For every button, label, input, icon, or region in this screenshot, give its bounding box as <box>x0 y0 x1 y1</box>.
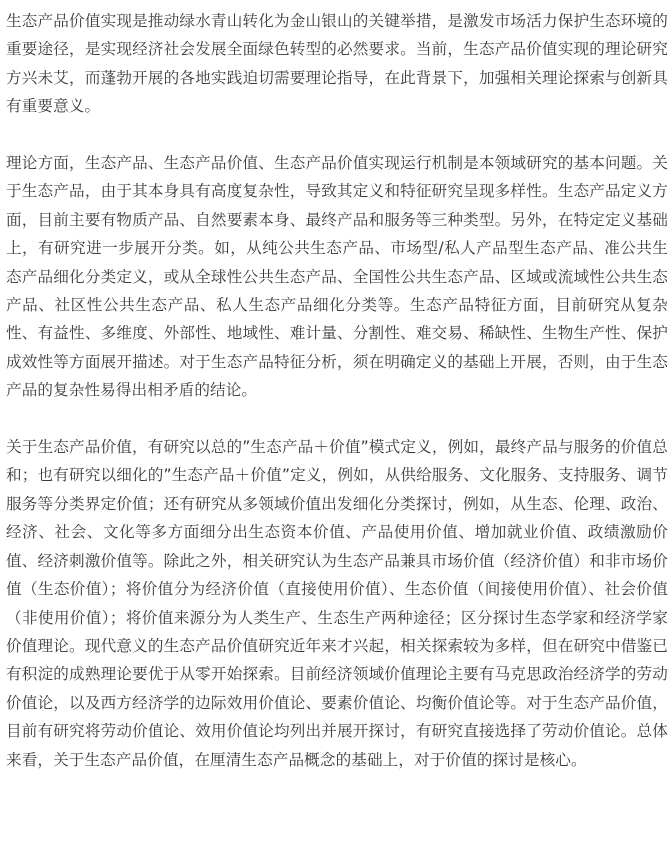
paragraph-eco-product-value: 关于生态产品价值，有研究以总的”生态产品＋价值”模式定义，例如，最终产品与服务的价值总和；也有研究以细化的”生态产品＋价值”定义，例如，从供给服务、文化服务、支持服务、调节服务等分类界定价值；还有研究从多领域价值出发细化分类探讨，例如，从生态、伦理、政治、经济、社会、文化等多方面细分出生态资本价值、产品使用价值、增加就业价值、政绩激励价值、经济刺激价值等。除此之外，相关研究认为生态产品兼具市场价值（经济价值）和非市场价值（生态价值）；将价值分为经济价值（直接使用价值）、生态价值（间接使用价值）、社会价值（非使用价值）；将价值来源分为人类生产、生态生产两种途径；区分探讨生态学家和经济学家价值理论。现代意义的生态产品价值研究近年来才兴起，相关探索较为多样，但在研究中借鉴已有积淀的成熟理论要优于从零开始探索。目前经济领域价值理论主要有马克思政治经济学的劳动价值论，以及西方经济学的边际效用价值论、要素价值论、均衡价值论等。对于生态产品价值，目前有研究将劳动价值论、效用价值论均列出并展开探讨，有研究直接选择了劳动价值论。总体来看，关于生态产品价值，在厘清生态产品概念的基础上，对于价值的探讨是核心。 <box>6 438 668 769</box>
paragraph-eco-products: 理论方面，生态产品、生态产品价值、生态产品价值实现运行机制是本领域研究的基本问题。关于生态产品，由于其本身具有高度复杂性，导致其定义和特征研究呈现多样性。生态产品定义方面，目前主要有物质产品、自然要素本身、最终产品和服务等三种类型。另外，在特定定义基础上，有研究进一步展开分类。如，从纯公共生态产品、市场型/私人产品型生态产品、准公共生态产品细化分类定义，或从全球性公共生态产品、全国性公共生态产品、区域或流域性公共生态产品、社区性公共生态产品、私人生态产品细化分类等。生态产品特征方面，目前研究从复杂性、有益性、多维度、外部性、地域性、难计量、分割性、难交易、稀缺性、生物生产性、保护成效性等方面展开描述。对于生态产品特征分析，须在明确定义的基础上开展，否则，由于生态产品的复杂性易得出相矛盾的结论。 <box>6 154 668 400</box>
article-body <box>6 7 668 774</box>
paragraph-intro: 生态产品价值实现是推动绿水青山转化为金山银山的关键举措，是激发市场活力保护生态环境的重要途径，是实现经济社会发展全面绿色转型的必然要求。当前，生态产品价值实现的理论研究方兴未艾，而蓬勃开展的各地实践迫切需要理论指导，在此背景下，加强相关理论探索与创新具有重要意义。 <box>6 12 668 116</box>
